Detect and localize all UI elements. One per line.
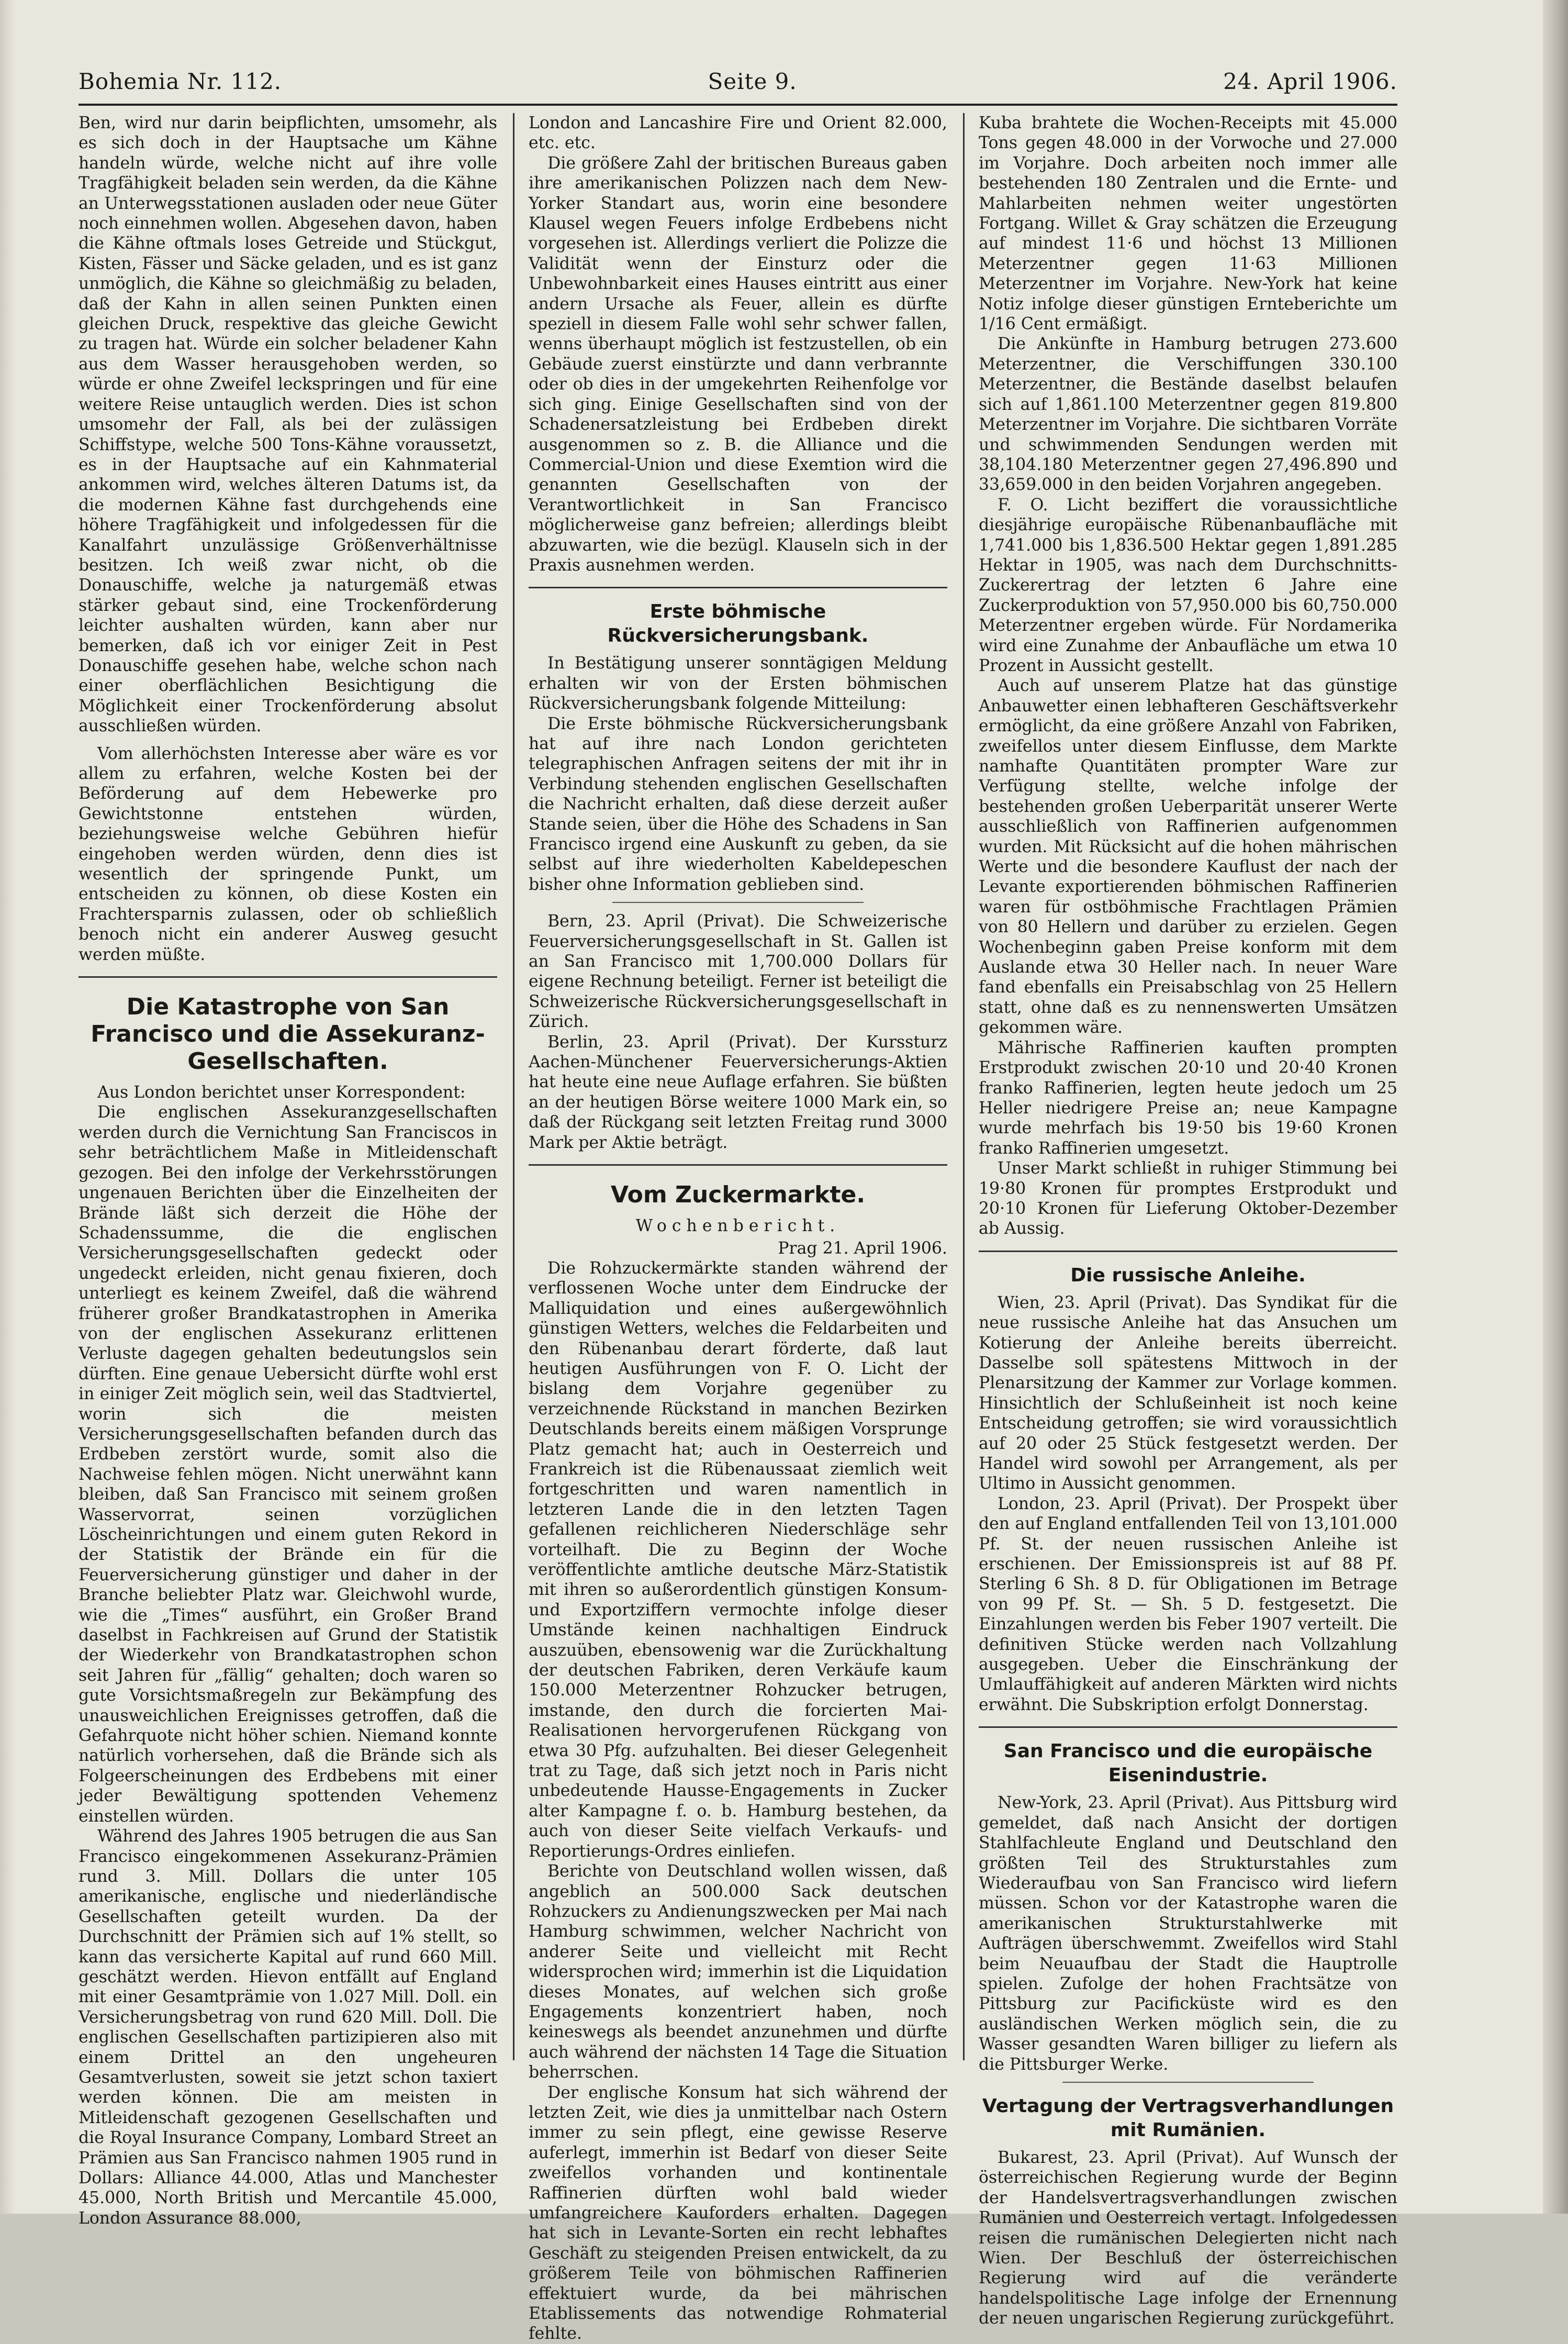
article-paragraph: Berichte von Deutschland wollen wissen, daß angeblich an 500.000 Sack deutschen Rohzuckers zu Andienungszwecken per Mai nach Hamburg schwimmen, welcher Nachricht von anderer Seite und vielleicht mit Recht widersprochen wird; immerhin ist die Liquidation dieses Monates, auf welchen sich große Engagements konzentriert haben, noch keineswegs als beendet anzunehmen und dürfte auch während der nächsten 14 Tage die Situation beherrschen.	[529, 1862, 947, 2082]
section-divider	[529, 587, 947, 588]
article-headline: Erste böhmische Rückversicherungsbank.	[607, 601, 869, 647]
article-paragraph: F. O. Licht beziffert die voraussichtliche diesjährige europäische Rübenanbaufläche mit 1,741.000 bis 1,836.500 Hektar gegen 1,891.285 Hektar in 1905, was nach dem Durchschnitts-Zuckerertrag der letzten 6 Jahre eine Zuckerproduktion von 57,950.000 bis 60,750.000 Meterzentner ergeben würde. Für Nordamerika wird eine Zunahme der Anbaufläche um etwa 10 Prozent in Aussicht gestellt.	[979, 495, 1397, 675]
article-paragraph: Die größere Zahl der britischen Bureaus gaben ihre amerikanischen Polizzen nach dem New-Yorker Standart aus, worin eine besondere Klausel wegen Feuers infolge Erdbebens nicht vorgesehen ist. Allerdings verliert die Polizze die Validität wenn der Einsturz oder die Unbewohnbarkeit eines Hauses eintritt aus einer andern Ursache als Feuer, allein es dürfte speziell in diesem Falle wohl sehr schwer fallen, wenns überhaupt möglich ist festzustellen, ob ein Gebäude zuerst einstürzte und dann verbrannte oder ob dies in der umgekehrten Reihenfolge vor sich ging. Einige Gesellschaften sind von der Schadenersatzleistung bei Erdbeben direkt ausgenommen so z. B. die Alliance und die Commercial-Union und diese Exemtion wird die genannten Gesellschaften von der Verantwortlichkeit in San Francisco möglicherweise ganz befreien; allerdings bleibt abzuwarten, wie die bezügl. Klauseln sich in der Praxis ausnehmen werden.	[529, 153, 947, 575]
section-divider	[979, 1726, 1397, 1728]
news-item: London, 23. April (Privat). Der Prospekt über den auf England entfallenden Teil von 13,101.000 Pf. St. der neuen russischen Anleihe ist erschienen. Der Emissionspreis ist auf 88 Pf. Sterling 6 Sh. 8 D. für Obligationen im Betrage von 99 Pf. St. — Sh. 5 D. festgesetzt. Die Einzahlungen werden bis Feber 1907 verteilt. Die definitiven Stücke werden nach Vollzahlung ausgegeben. Ueber die Einschränkung der Umlauffähigkeit auf anderen Märkten wird nichts erwähnt. Die Subskription erfolgt Donnerstag.	[979, 1494, 1397, 1714]
news-item: Wien, 23. April (Privat). Das Syndikat für die neue russische Anleihe hat das Ansuchen um Kotierung der Anleihe bereits überreicht. Dasselbe soll spätestens Mittwoch in der Plenarsitzung der Kammer zur Vorlage kommen. Hinsichtlich der Schlußeinheit ist noch keine Entscheidung getroffen; sie wird voraussichtlich auf 20 oder 25 Stück festgesetzt werden. Der Handel wird sowohl per Arrangement, als per Ultimo in Aussicht genommen.	[979, 1293, 1397, 1493]
article-paragraph: Mährische Raffinerien kauften prompten Erstprodukt zwischen 20·10 und 20·40 Kronen franko Raffinerien, legten heute jedoch um 25 Heller niedrigere Preise an; neue Kampagne wurde mehrfach bis 19·50 bis 19·60 Kronen franko Raffinerien umgesetzt.	[979, 1038, 1397, 1158]
article-paragraph: In Bestätigung unserer sonntägigen Meldung erhalten wir von der Ersten böhmischen Rückversicherungsbank folgende Mitteilung:	[529, 654, 947, 713]
news-item: Berlin, 23. April (Privat). Der Kurssturz Aachen-Münchener Feuerversicherungs-Aktien hat heute eine neue Auflage erfahren. Sie büßten an der heutigen Börse weitere 1000 Mark ein, so daß der Rückgang seit letzten Freitag rund 3000 Mark per Aktie beträgt.	[529, 1032, 947, 1152]
section-divider	[612, 902, 864, 903]
newspaper-page	[79, 63, 1397, 2343]
article-byline: Aus London berichtet unser Korrespondent:	[97, 1083, 466, 1102]
article-headline: Vertagung der Vertragsverhandlungen mit Rumänien.	[982, 2095, 1394, 2141]
article-subheadline: Wochenbericht.	[635, 1216, 841, 1236]
article-paragraph: Die englischen Assekuranzgesellschaften werden durch die Vernichtung San Franciscos in sehr beträchtlichem Maße in Mitleidenschaft gezogen. Bei den infolge der Verkehrsstörungen ungenauen Berichten über die Einzelheiten der Brände läßt sich derzeit die Höhe der Schadenssumme, die die englischen Versicherungsgesellschaften gedeckt oder ungedeckt erleiden, nicht genau fixieren, doch unterliegt es keinem Zweifel, daß die während früherer großer Brandkatastrophen in Amerika von der englischen Assekuranz erlittenen Verluste dagegen gehalten bedeutungslos sein dürften. Eine genaue Uebersicht dürfte wohl erst in einiger Zeit möglich sein, weil das Stadtviertel, worin sich die meisten Versicherungsgesellschaften befanden durch das Erdbeben zerstört wurde, somit also die Nachweise fehlen mögen. Nicht unerwähnt kann bleiben, daß San Francisco mit seinem großen Wasservorrat, seinen vorzüglichen Löscheinrichtungen und einem guten Rekord in der Statistik der Brände ein für die Feuerversicherung günstiger und daher in der Branche beliebter Platz war. Gleichwohl wurde, wie die „Times“ ausführt, ein Großer Brand daselbst in Fachkreisen auf Grund der Statistik der Wiederkehr von Brandkatastrophen schon seit Jahren für „fällig“ gehalten; doch waren so gute Vorsichtsmaßregeln zur Bekämpfung des unausweichlichen Ereignisses getroffen, daß die Gefahrquote nicht höher schien. Niemand konnte natürlich vorhersehen, daß die Brände sich als Folgeerscheinungen des Erdbebens mit einer jeder Bewältigung spottenden Vehemenz einstellen würden.	[79, 1103, 497, 1826]
article-paragraph: Unser Markt schließt in ruhiger Stimmung bei 19·80 Kronen für promptes Erstprodukt und 20·10 Kronen für Lieferung Oktober-Dezember ab Aussig.	[979, 1159, 1397, 1238]
scan-left-edge	[0, 0, 16, 2214]
column-rule	[513, 113, 514, 2060]
article-paragraph: Während des Jahres 1905 betrugen die aus San Francisco eingekommenen Assekuranz-Prämien rund 3. Mill. Dollars die unter 105 amerikanische, englische und niederländische Gesellschaften geteilt wurden. Da der Durchschnitt der Prämien sich auf 1% stellt, so kann das versicherte Kapital auf rund 660 Mill. geschätzt werden. Hievon entfällt auf England mit einer Gesamtprämie von 1.027 Mill. Doll. ein Versicherungsbetrag von rund 620 Mill. Doll. Die englischen Gesellschaften partizipieren also mit einem Drittel an den ungeheuren Gesamtverlusten, soweit sie jetzt schon taxiert werden können. Die am meisten in Mitleidenschaft gezogenen Gesellschaften und die Royal Insurance Company, Lombard Street an Prämien aus San Francisco nahmen 1905 rund in Dollars: Alliance 44.000, Atlas und Manchester 45.000, North British und Mercantile 45.000, London Assurance 88.000,	[79, 1827, 497, 2228]
column-3	[979, 113, 1397, 2328]
article-paragraph: Ben, wird nur darin beipflichten, umsomehr, als es sich doch in der Hauptsache um Kähne handeln würde, welche nicht auf ihre volle Tragfähigkeit beladen sein werden, da die Kähne an Unterwegsstationen ausladen oder neue Güter noch einnehmen wollen. Abgesehen davon, haben die Kähne oftmals loses Getreide und Stückgut, Kisten, Fässer und Säcke geladen, und es ist ganz unmöglich, die Kähne so gleichmäßig zu beladen, daß der Kahn in allen seinen Punkten einen gleichen Druck, respektive das gleiche Gewicht zu tragen hat. Würde ein solcher beladener Kahn aus dem Wasser herausgehoben werden, so würde er ohne Zweifel leckspringen und für eine weitere Reise untauglich werden. Dies ist schon umsomehr der Fall, als bei der zulässigen Schiffstype, welche 500 Tons-Kähne voraussetzt, es in der Hauptsache auf ein Kahnmaterial ankommen wird, welches älteren Datums ist, da die modernen Kähne fast durchgehends eine höhere Tragfähigkeit und infolgedessen für die Kanalfahrt unzulässige Größenverhältnisse besitzen. Ich weiß zwar nicht, ob die Donauschiffe, welche ja naturgemäß etwas stärker gebaut sind, eine Trockenförderung leichter aushalten würden, kann aber nur bemerken, daß ich vor einiger Zeit in Pest Donauschiffe gesehen habe, welche schon nach einer oberflächlichen Besichtigung die Möglichkeit einer Trockenförderung absolut ausschließen würden.	[79, 114, 497, 736]
column-2	[529, 113, 947, 2343]
header-rule	[79, 104, 1397, 106]
article-paragraph: Vom allerhöchsten Interesse aber wäre es vor allem zu erfahren, welche Kosten bei der Beförderung auf dem Hebewerke pro Gewichtstonne entstehen würden, beziehungsweise welche Gebühren hiefür eingehoben werden würden, denn dies ist wesentlich der springende Punkt, um entscheiden zu können, ob diese Kosten ein Frachtersparnis zulassen, oder ob schließlich benoch nicht ein anderer Ausweg gesucht werden müßte.	[79, 744, 497, 964]
column-rule	[963, 113, 965, 2060]
news-item: Bern, 23. April (Privat). Die Schweizerische Feuerversicherungsgesellschaft in St. Gallen ist an San Francisco mit 1,700.000 Dollars für eigene Rechnung beteiligt. Ferner ist beteiligt die Schweizerische Rückversicherungsgesellschaft in Zürich.	[529, 912, 947, 1032]
article-paragraph: Auch auf unserem Platze hat das günstige Anbauwetter einen lebhafteren Geschäftsverkehr ermöglicht, da eine größere Anzahl von Fabriken, zweifellos unter diesem Einflusse, dem Markte namhafte Quantitäten prompter Ware zur Verfügung stellte, welche infolge der bestehenden großen Ueberparität unserer Werte ausschließlich von Raffinerien aufgenommen wurden. Mit Rücksicht auf die hohen mährischen Werte und die besondere Kauflust der nach der Levante exportierenden böhmischen Raffinerien waren für ostböhmische Frachtlagen Prämien von 80 Hellern und darüber zu erzielen. Gegen Wochenbeginn gaben Preise konform mit dem Auslande etwa 30 Heller nach. In neuer Ware fand ebenfalls ein Preisabschlag von 25 Hellern statt, ohne daß es zu nennenswerten Umsätzen gekommen wäre.	[979, 676, 1397, 1037]
column-1	[79, 113, 497, 2228]
page-header	[79, 63, 1397, 99]
header-issue: Bohemia Nr. 112.	[79, 68, 282, 94]
scan-right-edge	[1543, 0, 1568, 2214]
article-paragraph: Die Ankünfte in Hamburg betrugen 273.600 Meterzentner, die Verschiffungen 330.100 Meterzentner, die Bestände daselbst belaufen sich auf 1,861.100 Meterzentner gegen 819.800 Meterzentner im Vorjahre. Die sichtbaren Vorräte und schwimmenden Sendungen werden mit 38,104.180 Meterzentner gegen 27,496.890 und 33,659.000 in den beiden Vorjahren angegeben.	[979, 334, 1397, 495]
article-dateline: Prag 21. April 1906.	[778, 1238, 947, 1258]
article-paragraph: Kuba brahtete die Wochen-Receipts mit 45.000 Tons gegen 48.000 in der Vorwoche und 27.000 im Vorjahre. Doch arbeiten noch immer alle bestehenden 180 Zentralen und die Ernte- und Mahlarbeiten nehmen weiter ungestörten Fortgang. Willet & Gray schätzen die Erzeugung auf mindest 11·6 und höchst 13 Millionen Meterzentner gegen 11·63 Millionen Meterzentner im Vorjahre. New-York hat keine Notiz infolge dieser günstigen Ernteberichte um 1/16 Cent ermäßigt.	[979, 114, 1397, 334]
article-headline: Vom Zuckermarkte.	[610, 1181, 866, 1209]
news-item: New-York, 23. April (Privat). Aus Pittsburg wird gemeldet, daß nach Ansicht der dortigen Stahlfachleute England und Deutschland den größten Teil des Strukturstahles zum Wiederaufbau von San Francisco wird liefern müssen. Schon vor der Katastrophe waren die amerikanischen Strukturstahlwerke mit Aufträgen überschwemmt. Zweifellos wird Stahl beim Neuaufbau der Stadt die Hauptrolle spielen. Zufolge der hohen Frachtsätze von Pittsburg zur Pacificküste wird es den ausländischen Werken möglich sein, die zu Wasser gesandten Waren billiger zu liefern als die Pittsburger Werke.	[979, 1793, 1397, 2074]
header-date: 24. April 1906.	[1223, 68, 1397, 94]
section-divider	[529, 1164, 947, 1166]
article-paragraph: Der englische Konsum hat sich während der letzten Zeit, wie dies ja unmittelbar nach Ostern immer zu sein pflegt, eine gewisse Reserve auferlegt, immerhin ist Bedarf von dieser Seite zweifellos vorhanden und kontinentale Raffinerien dürften wohl bald wieder umfangreichere Kauforders erhalten. Dagegen hat sich in Levante-Sorten ein recht lebhaftes Geschäft zu steigenden Preisen entwickelt, da zu größerem Teile von böhmischen Raffinerien effektuiert wurde, da bei mährischen Etablissements das notwendige Rohmaterial fehlte.	[529, 2083, 947, 2343]
news-item: Bukarest, 23. April (Privat). Auf Wunsch der österreichischen Regierung wurde der Beginn der Handelsvertragsverhandlungen zwischen Rumänien und Oesterreich vertagt. Infolgedessen reisen die rumänischen Delegierten nicht nach Wien. Der Beschluß der österreichischen Regierung wird auf die veränderte handelspolitische Lage infolge der Ernennung der neuen ungarischen Regierung zurückgeführt.	[979, 2148, 1397, 2328]
article-headline: San Francisco und die europäische Eisenindustrie.	[1003, 1740, 1373, 1787]
section-divider	[1062, 2082, 1314, 2083]
article-headline: Die Katastrophe von San Francisco und die Assekuranz-Gesellschaften.	[91, 994, 485, 1075]
article-paragraph: Die Erste böhmische Rückversicherungsbank hat auf ihre nach London gerichteten telegraphischen Anfragen seitens der mit ihr in Verbindung stehenden englischen Gesellschaften die Nachricht erhalten, daß diese derzeit außer Stande seien, über die Höhe des Schadens in San Francisco irgend eine Auskunft zu geben, da sie selbst auf ihre wiederholten Kabeldepeschen bisher ohne Information geblieben sind.	[529, 714, 947, 894]
article-paragraph: Die Rohzuckermärkte standen während der verflossenen Woche unter dem Eindrucke der Malliquidation und eines außergewöhnlich günstigen Wetters, welches die Feldarbeiten und den Rübenanbau derart förderte, daß laut heutigen Ausführungen von F. O. Licht der bislang dem Vorjahre gegenüber zu verzeichnende Rückstand in manchen Bezirken Deutschlands bereits einem mäßigen Vorsprunge Platz gemacht hat; auch in Oesterreich und Frankreich ist die Rübenaussaat ziemlich weit fortgeschritten und waren namentlich in letzteren Lande die in den letzten Tagen gefallenen reichlicheren Niederschläge sehr vorteilhaft. Die zu Beginn der Woche veröffentlichte amtliche deutsche März-Statistik mit ihren so außerordentlich günstigen Konsum- und Exportziffern vermochte infolge dieser Umstände keinen nachhaltigen Eindruck auszuüben, ebensowenig war die Zurückhaltung der deutschen Fabriken, deren Verkäufe kaum 150.000 Meterzentner Rohzucker betrugen, imstande, den durch die forcierten Mai-Realisationen hervorgerufenen Rückgang von etwa 30 Pfg. aufzuhalten. Bei dieser Gelegenheit trat zu Tage, daß sich jetzt noch in Paris nicht unbedeutende Hausse-Engagements in Zucker alter Kampagne f. o. b. Hamburg bestehen, da auch von dieser Seite vielfach Verkaufs- und Reportierungs-Ordres einliefen.	[529, 1258, 947, 1861]
article-headline: Die russische Anleihe.	[1070, 1264, 1306, 1286]
article-paragraph: London and Lancashire Fire und Orient 82.000, etc. etc.	[529, 114, 947, 153]
section-divider	[979, 1251, 1397, 1252]
header-page-number: Seite 9.	[708, 68, 797, 94]
section-divider	[79, 976, 497, 978]
